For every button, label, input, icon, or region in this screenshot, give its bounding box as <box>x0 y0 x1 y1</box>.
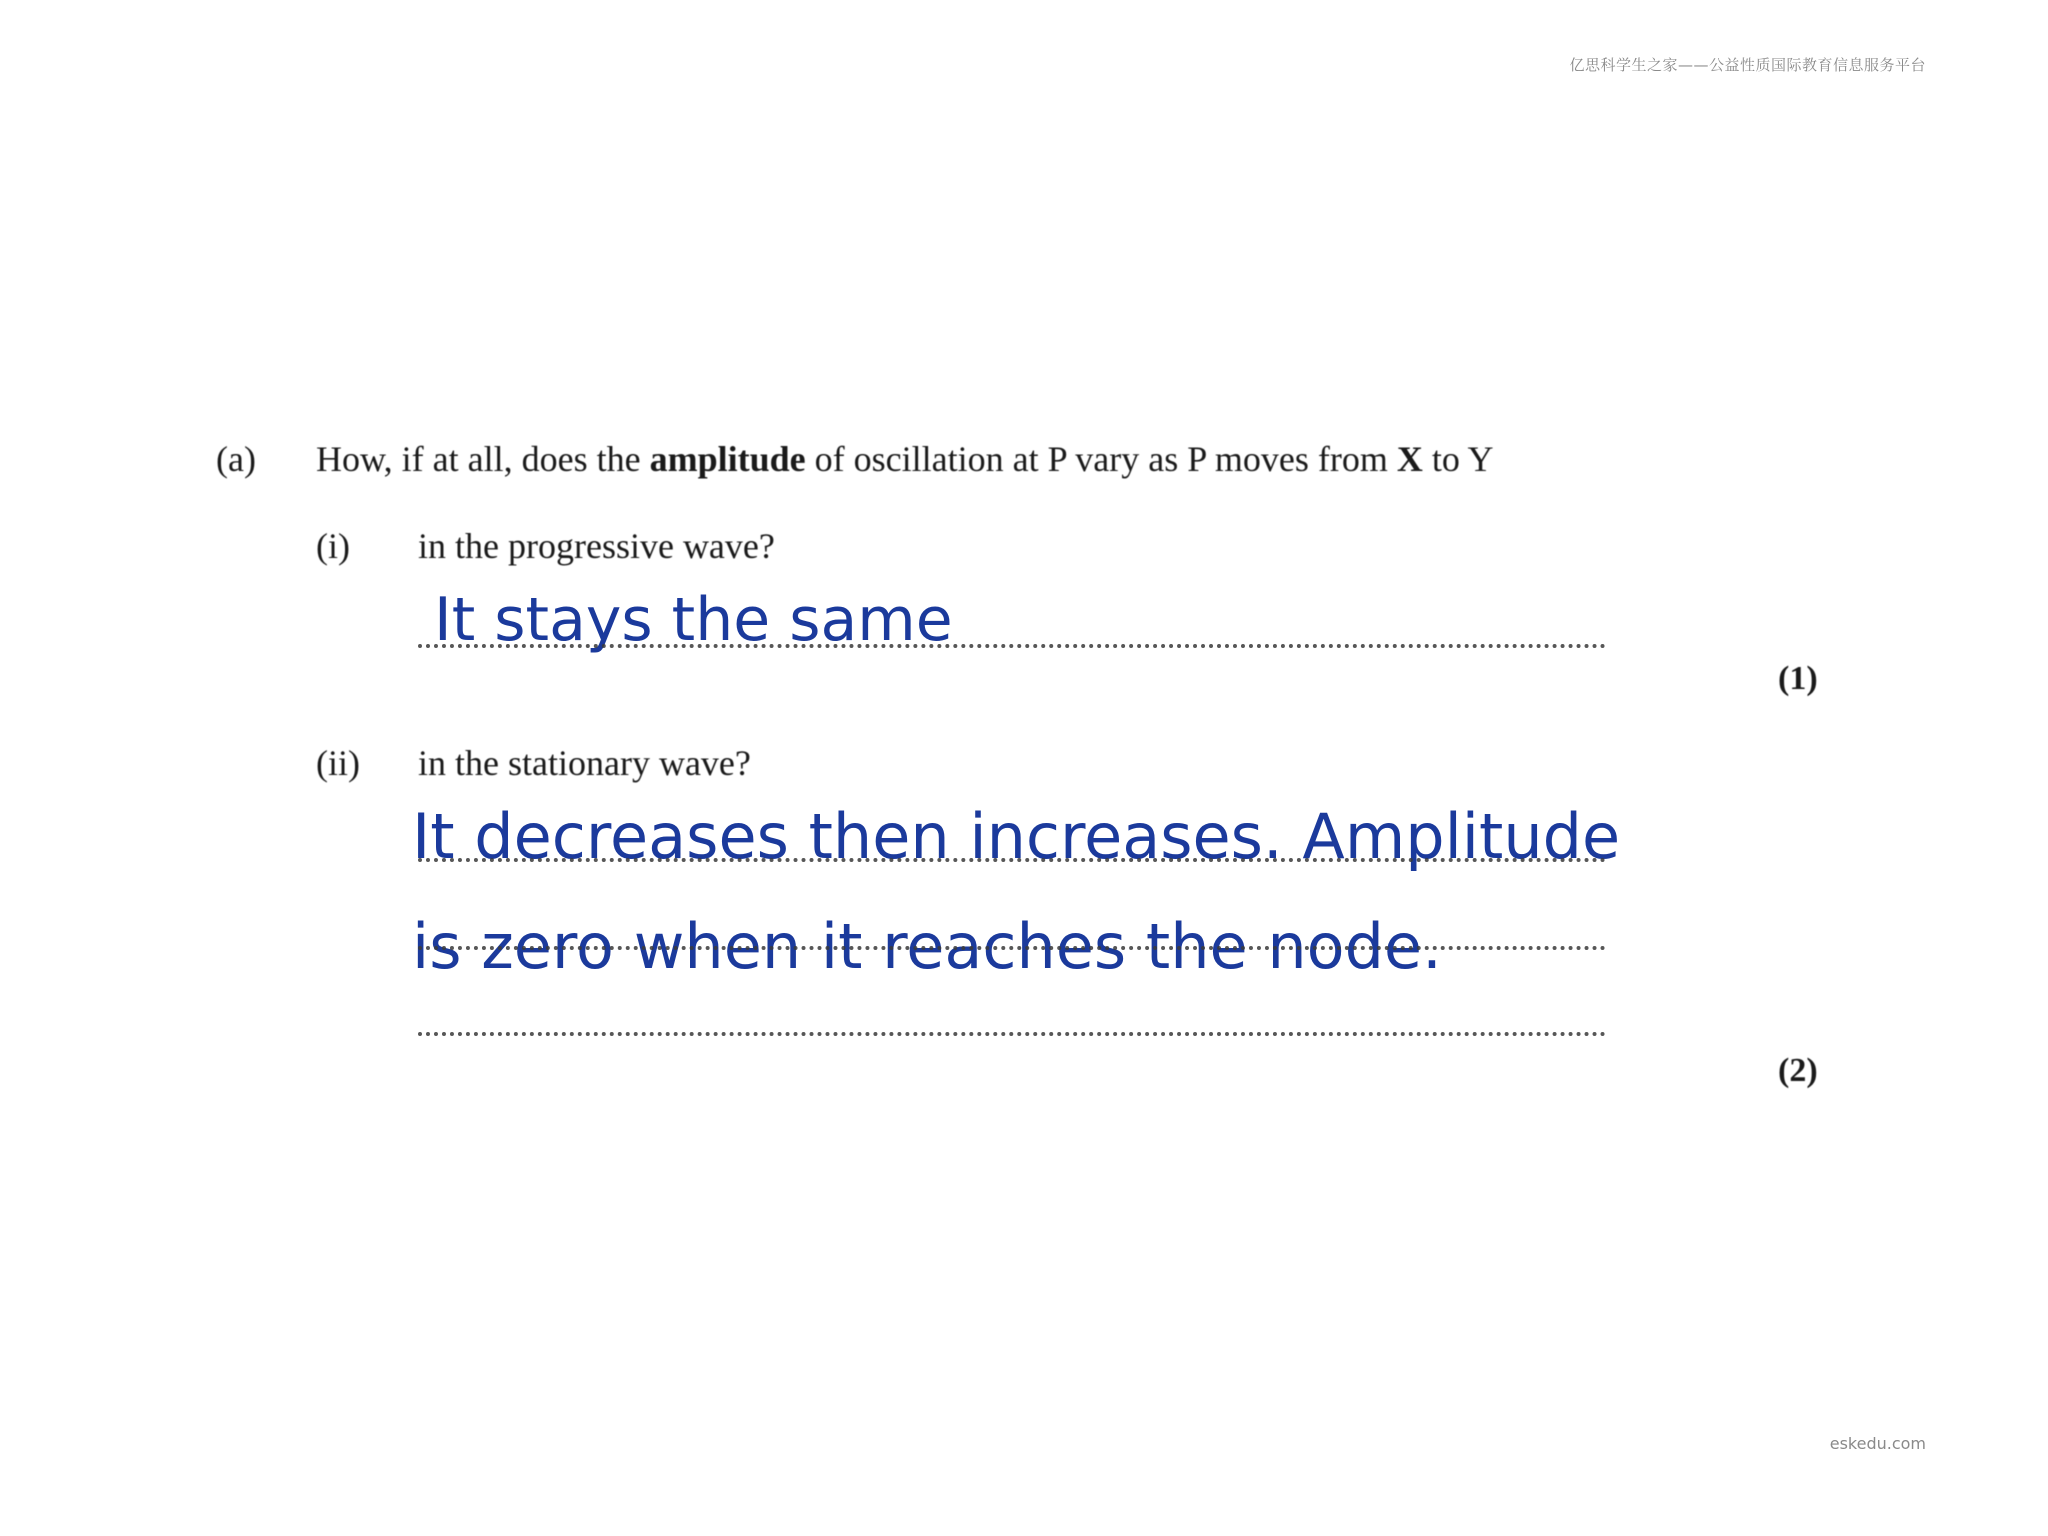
stem-x: X <box>1396 439 1423 479</box>
subpart-i-answer-dotline <box>418 644 1606 648</box>
stem-bold-amplitude: amplitude <box>649 439 806 479</box>
subpart-ii-answer-dotline-3 <box>418 1032 1606 1036</box>
stem-y: Y <box>1467 439 1494 479</box>
footer-watermark: eskedu.com <box>1829 1434 1926 1453</box>
stem-before: How, if at all, does the <box>316 439 650 479</box>
subpart-ii-answer-dotline-2 <box>418 946 1606 950</box>
subpart-ii-label: (ii) <box>316 743 360 783</box>
stem-after: of oscillation at P vary as P moves from <box>805 439 1397 479</box>
subpart-ii-answer-dotline-1 <box>418 858 1606 862</box>
subpart-i-label: (i) <box>316 526 350 566</box>
part-label: (a) <box>216 439 256 479</box>
subpart-ii-answer-line-1: It decreases then increases. Amplitude <box>412 800 1621 873</box>
question-stem <box>316 438 1494 480</box>
header-watermark: 亿思科学生之家——公益性质国际教育信息服务平台 <box>1569 56 1926 74</box>
subpart-ii-answer-line-2: is zero when it reaches the node. <box>412 910 1442 983</box>
subpart-ii-marks: (2) <box>1778 1052 1818 1089</box>
subpart-i-answer-line-1: It stays the same <box>434 585 953 655</box>
subpart-ii-prompt: in the stationary wave? <box>418 743 751 783</box>
subpart-i-prompt: in the progressive wave? <box>418 526 775 566</box>
subpart-i-marks: (1) <box>1778 660 1818 697</box>
stem-to: to <box>1422 439 1468 479</box>
